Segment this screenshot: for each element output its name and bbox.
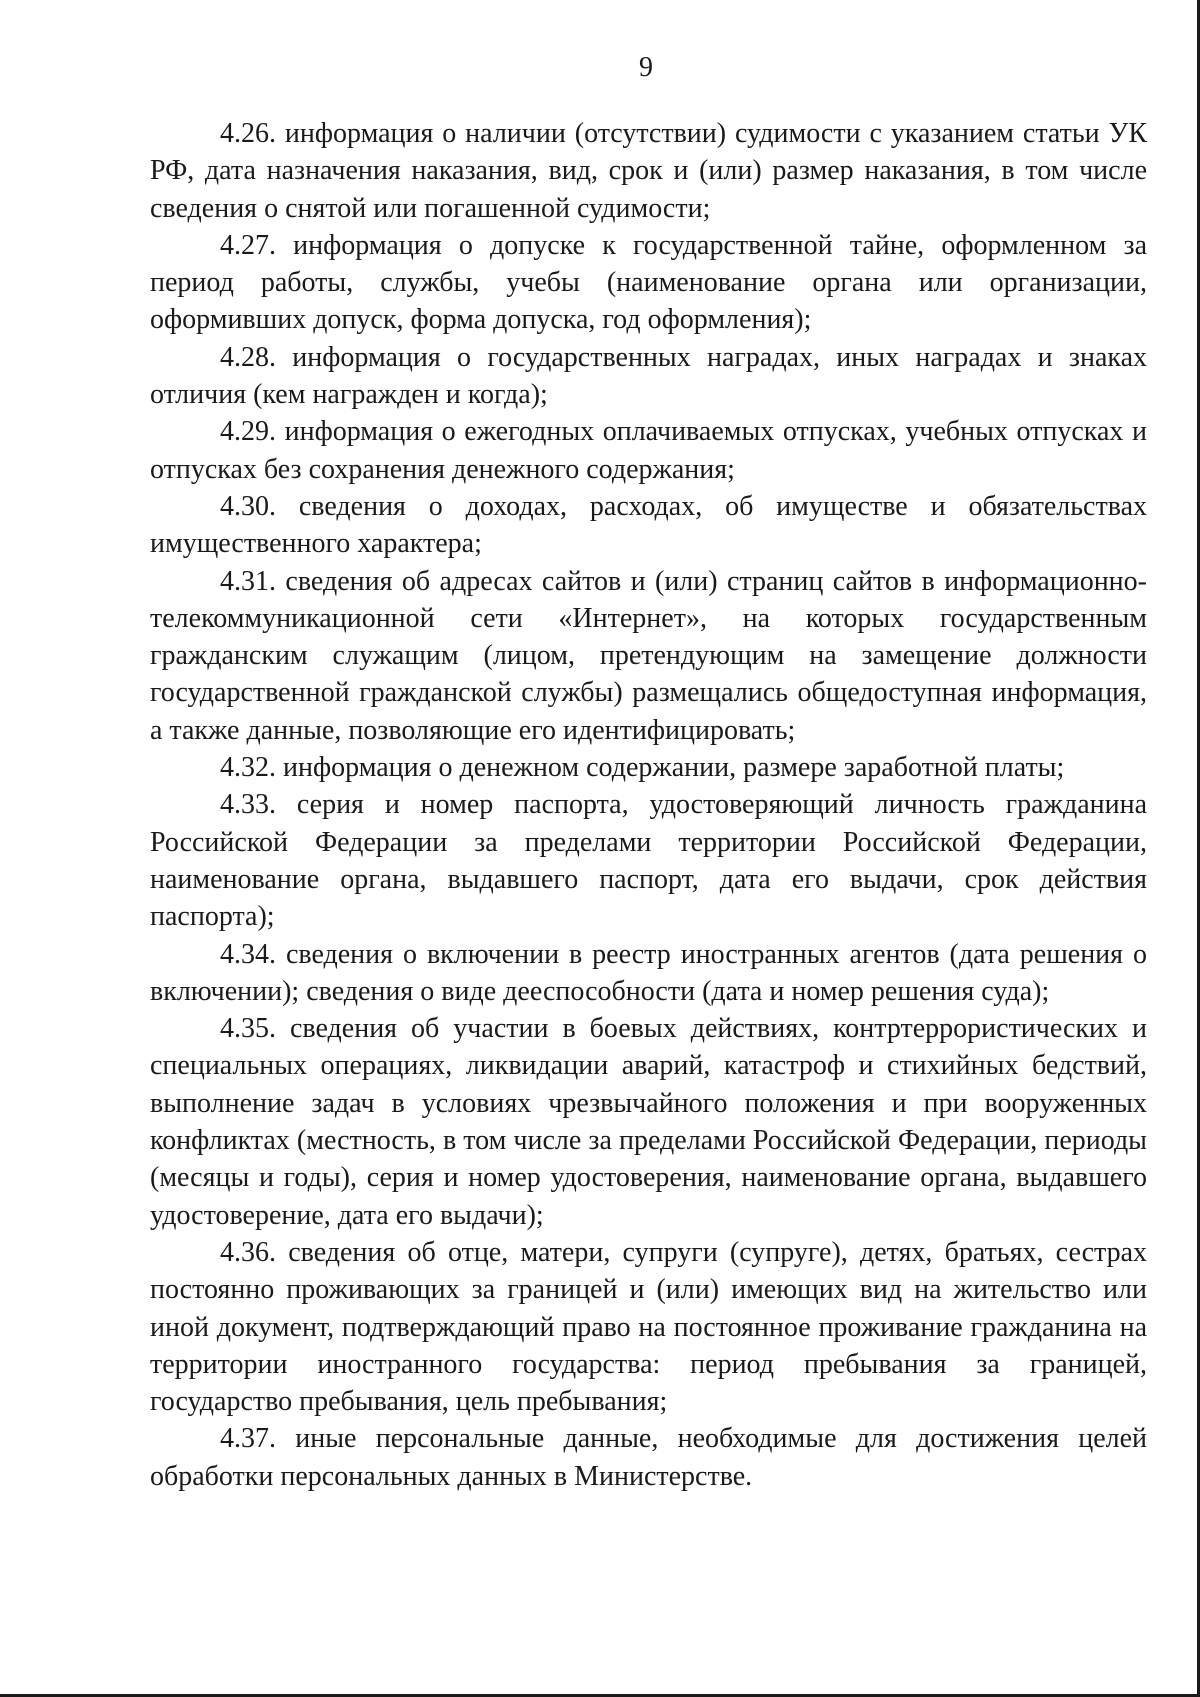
paragraph-4-37: 4.37. иные персональные данные, необходимые для достижения целей обработки персональных данных в Министерстве. [150, 1423, 1147, 1492]
document-body [150, 115, 1147, 1495]
paragraph-4-34: 4.34. сведения о включении в реестр иностранных агентов (дата решения о включении); сведения о виде дееспособности (дата и номер решения суда); [150, 938, 1147, 1007]
page-number: 9 [639, 52, 653, 83]
paragraph-4-35: 4.35. сведения об участии в боевых действиях, контртеррористических и специальных операциях, ликвидации аварий, катастроф и стихийных бедствий, выполнение задач в условиях чрезвычайного положения и при вооруженных конфликтах (местность, в том числе за пределами Российской Федерации, периоды (месяцы и годы), серия и номер удостоверения, наименование органа, выдавшего удостоверение, дата его выдачи); [150, 1013, 1147, 1231]
paragraph-4-26: 4.26. информация о наличии (отсутствии) судимости с указанием статьи УК РФ, дата назначения наказания, вид, срок и (или) размер наказания, в том числе сведения о снятой или погашенной судимости; [150, 118, 1147, 224]
paragraph-4-28: 4.28. информация о государственных наградах, иных наградах и знаках отличия (кем награжден и когда); [150, 341, 1147, 411]
paragraph-4-30: 4.30. сведения о доходах, расходах, об имуществе и обязательствах имущественного характера; [150, 490, 1147, 560]
paragraph-4-31: 4.31. сведения об адресах сайтов и (или) страниц сайтов в информационно-телекоммуникационной сети «Интернет», на которых государственным гражданским служащим (лицом, претендующим на замещение должности государственной гражданской службы) размещались общедоступная информация, а также данные, позволяющие его идентифицировать; [150, 565, 1147, 746]
paragraph-4-29: 4.29. информация о ежегодных оплачиваемых отпусках, учебных отпусках и отпусках без сохранения денежного содержания; [150, 416, 1147, 485]
paragraph-4-32: 4.32. информация о денежном содержании, размере заработной платы; [220, 752, 1065, 784]
paragraph-4-27: 4.27. информация о допуске к государственной тайне, оформленном за период работы, службы, учебы (наименование органа или организации, оформивших допуск, форма допуска, год оформления); [150, 229, 1147, 336]
paragraph-4-33: 4.33. серия и номер паспорта, удостоверяющий личность гражданина Российской Федерации за пределами территории Российской Федерации, наименование органа, выдавшего паспорт, дата его выдачи, срок действия паспорта); [150, 789, 1147, 933]
paragraph-4-36: 4.36. сведения об отце, матери, супруги (супруге), детях, братьях, сестрах постоянно проживающих за границей и (или) имеющих вид на жительство или иной документ, подтверждающий право на постоянное проживание гражданина на территории иностранного государства: период пребывания за границей, государство пребывания, цель пребывания; [150, 1236, 1147, 1418]
